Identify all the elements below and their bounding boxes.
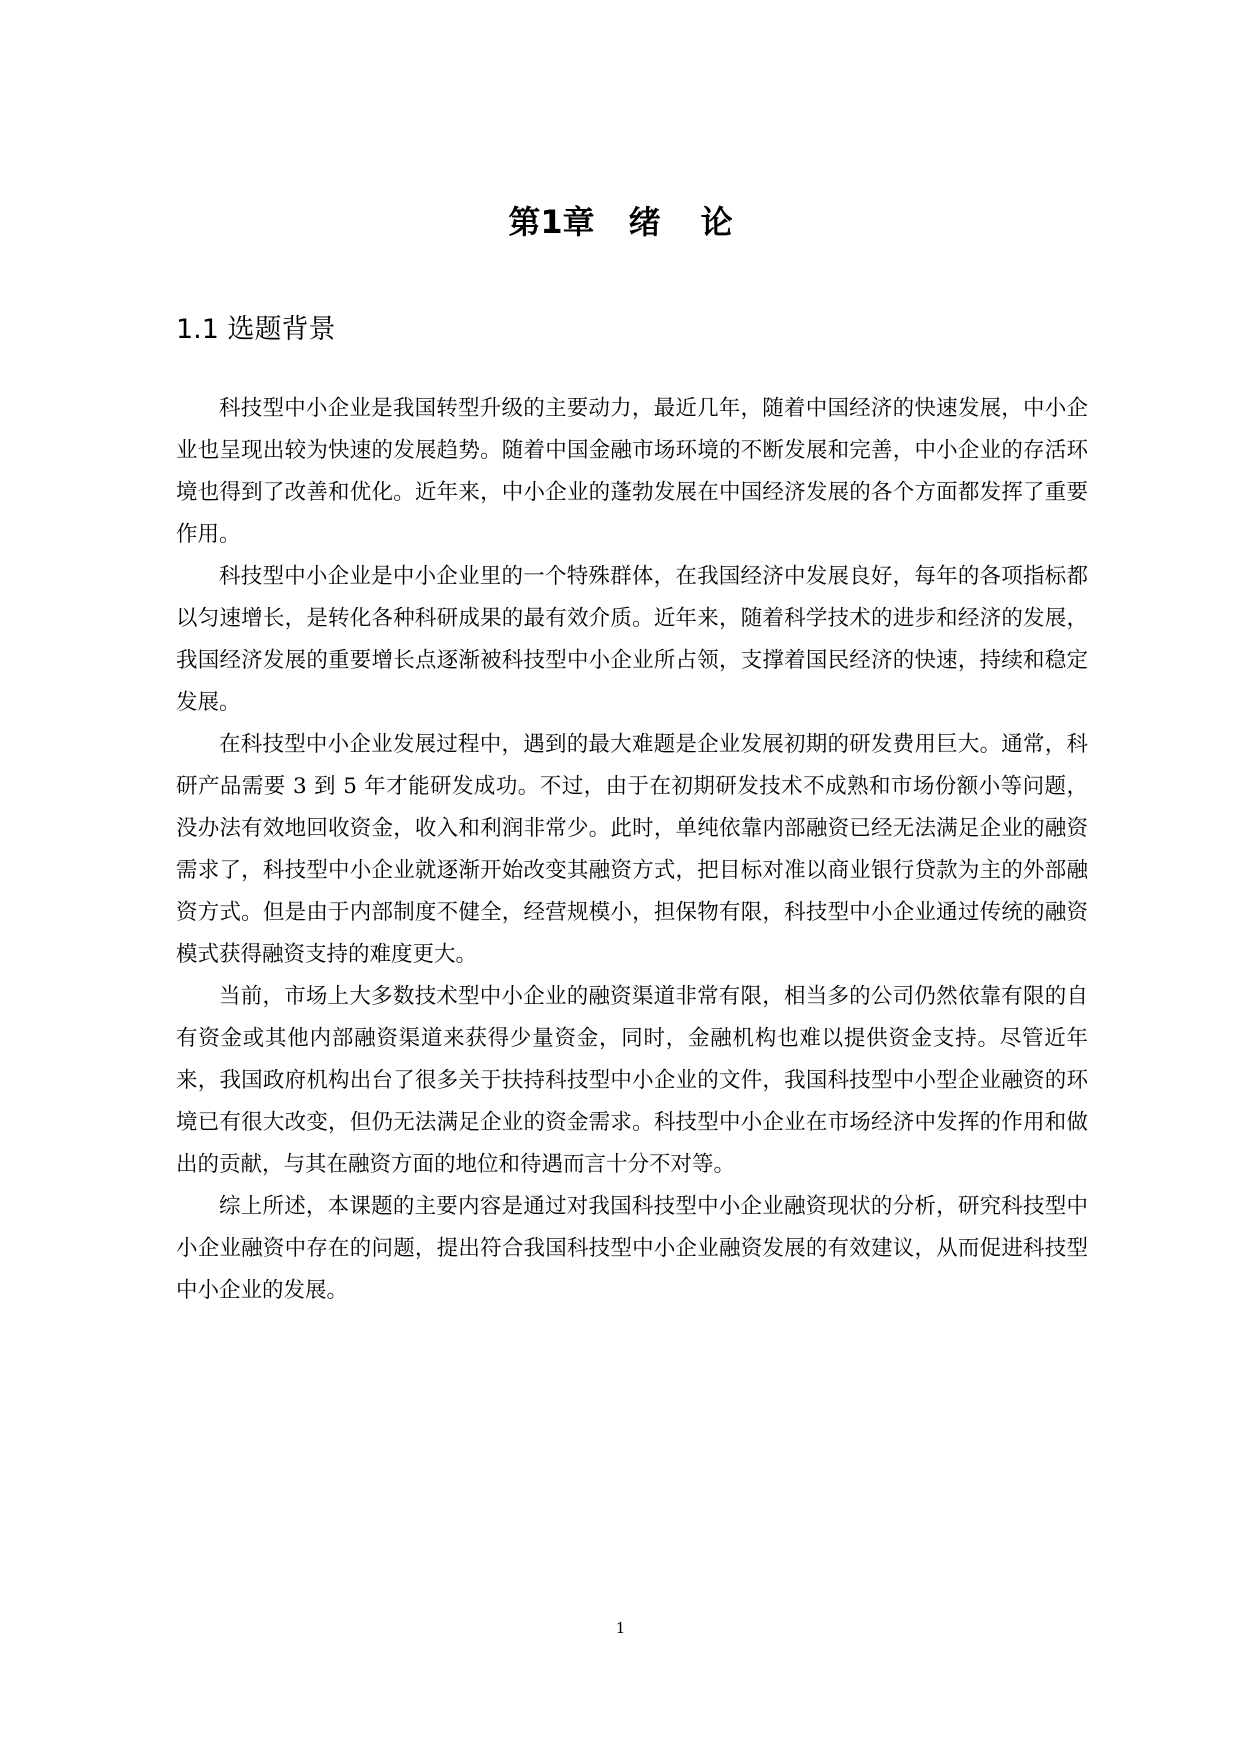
chapter-number: 第1章 xyxy=(508,203,595,241)
chapter-title-char-1: 绪 xyxy=(628,203,661,241)
section-heading: 1.1 选题背景 xyxy=(176,314,336,345)
paragraph: 综上所述，本课题的主要内容是通过对我国科技型中小企业融资现状的分析，研究科技型中小企业融资中存在的问题，提出符合我国科技型中小企业融资发展的有效建议，从而促进科技型中小企业的发展。 xyxy=(176,1194,1088,1303)
chapter-title-char-2: 论 xyxy=(700,203,733,241)
page-number: 1 xyxy=(615,1619,626,1637)
paragraph: 在科技型中小企业发展过程中，遇到的最大难题是企业发展初期的研发费用巨大。通常，科研产品需要 3 到 5 年才能研发成功。不过，由于在初期研发技术不成熟和市场份额小等问题，没办法有效地回收资金，收入和利润非常少。此时，单纯依靠内部融资已经无法满足企业的融资需求了，科技型中小企业就逐渐开始改变其融资方式，把目标对准以商业银行贷款为主的外部融资方式。但是由于内部制度不健全，经营规模小，担保物有限，科技型中小企业通过传统的融资模式获得融资支持的难度更大。 xyxy=(176,732,1088,967)
paragraph: 科技型中小企业是我国转型升级的主要动力，最近几年，随着中国经济的快速发展，中小企业也呈现出较为快速的发展趋势。随着中国金融市场环境的不断发展和完善，中小企业的存活环境也得到了改善和优化。近年来，中小企业的蓬勃发展在中国经济发展的各个方面都发挥了重要作用。 xyxy=(176,396,1088,547)
chapter-title xyxy=(0,200,1241,244)
paragraph: 当前，市场上大多数技术型中小企业的融资渠道非常有限，相当多的公司仍然依靠有限的自有资金或其他内部融资渠道来获得少量资金，同时，金融机构也难以提供资金支持。尽管近年来，我国政府机构出台了很多关于扶持科技型中小企业的文件，我国科技型中小型企业融资的环境已有很大改变，但仍无法满足企业的资金需求。科技型中小企业在市场经济中发挥的作用和做出的贡献，与其在融资方面的地位和待遇而言十分不对等。 xyxy=(176,984,1088,1177)
body-text xyxy=(176,388,1088,1312)
paragraph: 科技型中小企业是中小企业里的一个特殊群体，在我国经济中发展良好，每年的各项指标都以匀速增长，是转化各种科研成果的最有效介质。近年来，随着科学技术的进步和经济的发展，我国经济发展的重要增长点逐渐被科技型中小企业所占领，支撑着国民经济的快速，持续和稳定发展。 xyxy=(176,564,1088,715)
